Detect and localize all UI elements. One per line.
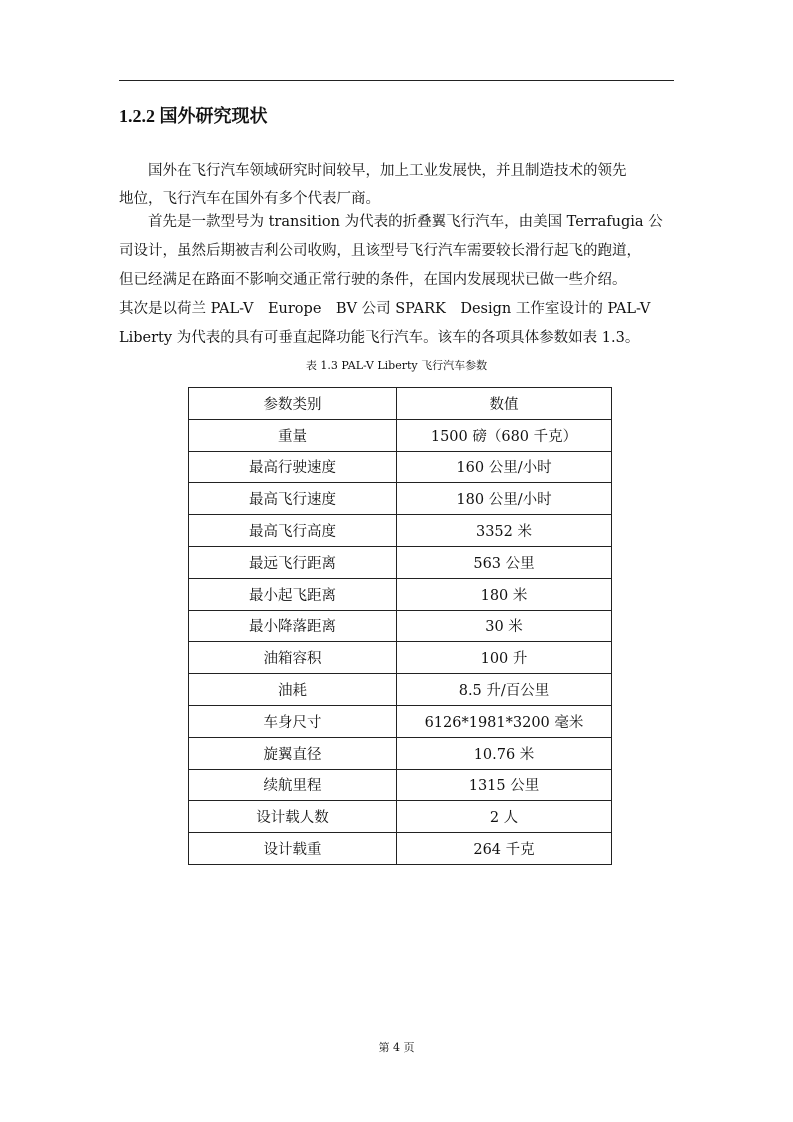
parameter-value-cell: 1315 公里	[397, 769, 612, 801]
parameter-value-cell: 180 公里/小时	[397, 483, 612, 515]
page-number: 第 4 页	[378, 1041, 415, 1054]
paragraph-overseas-intro	[119, 157, 674, 213]
parameter-name-cell: 油箱容积	[189, 642, 397, 674]
parameter-name-cell: 油耗	[189, 674, 397, 706]
table-row	[189, 801, 612, 833]
parameter-name-cell: 最小起飞距离	[189, 578, 397, 610]
table-row	[189, 451, 612, 483]
table-row	[189, 419, 612, 451]
parameter-name-cell: 最高飞行速度	[189, 483, 397, 515]
parameter-value-cell: 8.5 升/百公里	[397, 674, 612, 706]
paragraph-representative-models	[119, 208, 674, 353]
parameter-name-cell: 设计载人数	[189, 801, 397, 833]
table-row	[189, 642, 612, 674]
parameter-value-cell: 180 米	[397, 578, 612, 610]
header-rule	[119, 80, 674, 81]
table-row	[189, 483, 612, 515]
paragraph-line: 但已经满足在路面不影响交通正常行驶的条件，在国内发展现状已做一些介绍。	[119, 272, 627, 288]
parameter-value-cell: 563 公里	[397, 546, 612, 578]
parameter-value-cell: 100 升	[397, 642, 612, 674]
parameter-value-cell: 6126*1981*3200 毫米	[397, 705, 612, 737]
parameter-value-cell: 1500 磅（680 千克）	[397, 419, 612, 451]
parameter-value-cell: 30 米	[397, 610, 612, 642]
table-row	[189, 610, 612, 642]
table-row	[189, 705, 612, 737]
parameter-value-cell: 10.76 米	[397, 737, 612, 769]
table-row	[189, 578, 612, 610]
paragraph-line: 其次是以荷兰 PAL-V Europe BV 公司 SPARK Design 工作室设计的 PAL-V	[119, 301, 651, 317]
parameter-name-cell: 最高飞行高度	[189, 515, 397, 547]
table-row	[189, 674, 612, 706]
parameter-name-cell: 重量	[189, 419, 397, 451]
column-header-category: 参数类别	[189, 388, 397, 420]
table-row	[189, 737, 612, 769]
parameter-value-cell: 264 千克	[397, 833, 612, 865]
table-row	[189, 515, 612, 547]
parameter-value-cell: 2 人	[397, 801, 612, 833]
parameter-name-cell: 旋翼直径	[189, 737, 397, 769]
parameter-name-cell: 车身尺寸	[189, 705, 397, 737]
table-row	[189, 546, 612, 578]
parameter-name-cell: 最小降落距离	[189, 610, 397, 642]
parameter-value-cell: 160 公里/小时	[397, 451, 612, 483]
column-header-value: 数值	[397, 388, 612, 420]
table-body	[189, 419, 612, 864]
paragraph-line: Liberty 为代表的具有可垂直起降功能飞行汽车。该车的各项具体参数如表 1.3。	[119, 330, 640, 346]
paragraph-line: 地位，飞行汽车在国外有多个代表厂商。	[119, 191, 380, 207]
paragraph-line: 司设计，虽然后期被吉利公司收购，且该型号飞行汽车需要较长滑行起飞的跑道，	[119, 243, 641, 259]
parameter-name-cell: 最远飞行距离	[189, 546, 397, 578]
parameter-name-cell: 最高行驶速度	[189, 451, 397, 483]
parameter-name-cell: 续航里程	[189, 769, 397, 801]
table-row	[189, 769, 612, 801]
parameters-table	[188, 387, 612, 865]
section-heading: 1.2.2 国外研究现状	[119, 106, 268, 126]
table-row	[189, 833, 612, 865]
paragraph-line: 国外在飞行汽车领域研究时间较早，加上工业发展快，并且制造技术的领先	[119, 163, 627, 179]
parameter-value-cell: 3352 米	[397, 515, 612, 547]
paragraph-line: 首先是一款型号为 transition 为代表的折叠翼飞行汽车，由美国 Terrafugia 公	[119, 214, 663, 230]
table-header-row	[189, 388, 612, 420]
table-caption: 表 1.3 PAL-V Liberty 飞行汽车参数	[305, 359, 488, 372]
parameter-name-cell: 设计载重	[189, 833, 397, 865]
